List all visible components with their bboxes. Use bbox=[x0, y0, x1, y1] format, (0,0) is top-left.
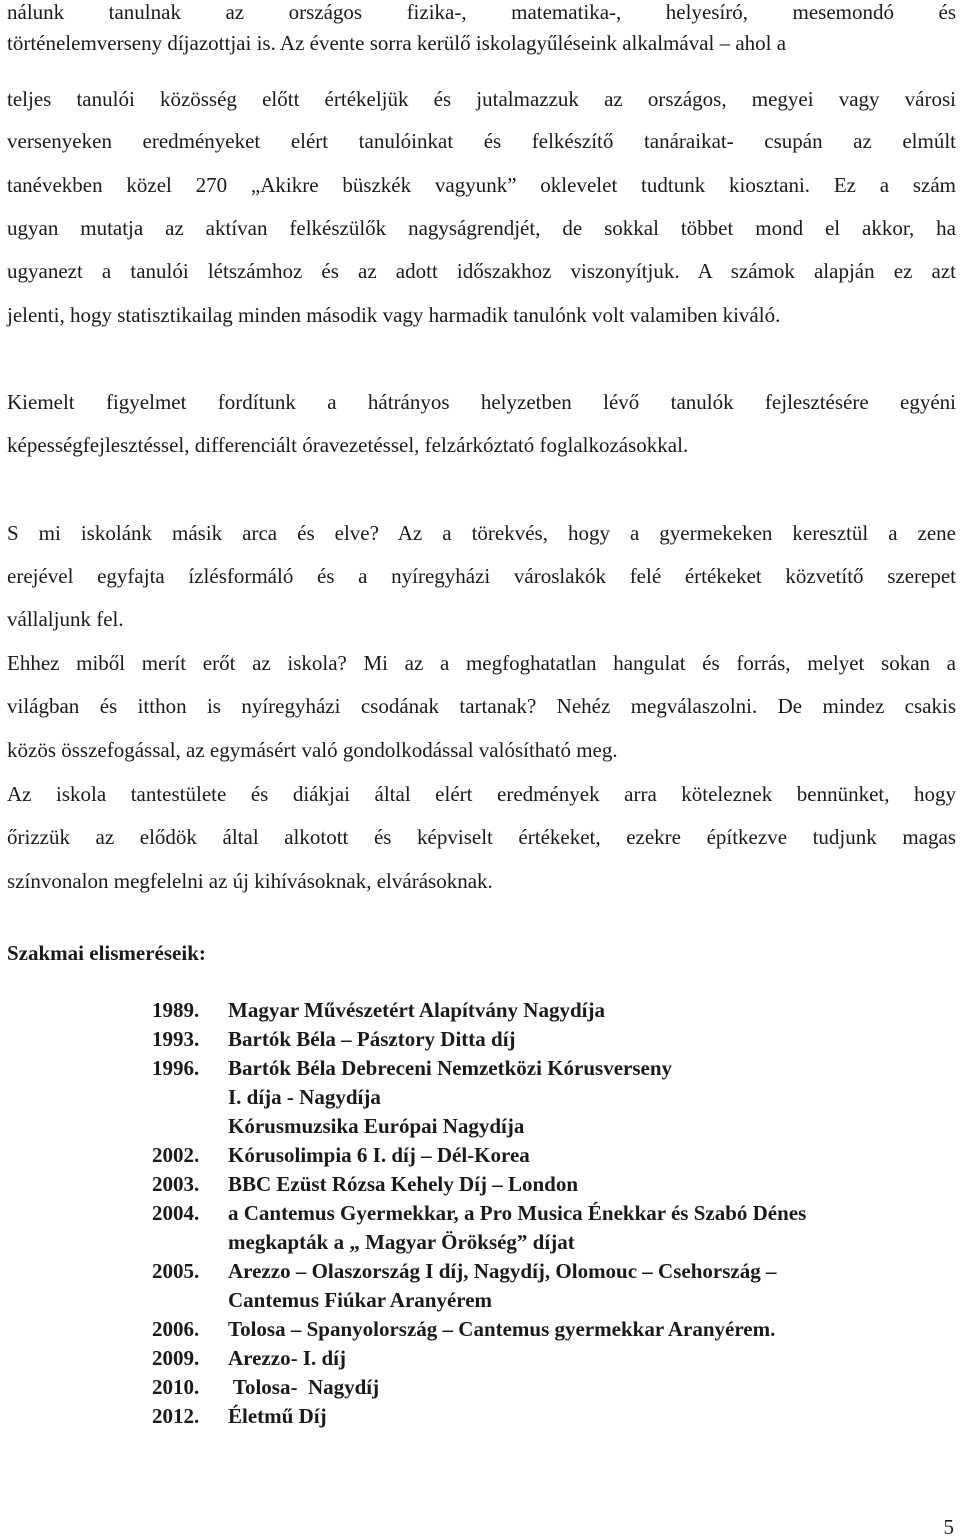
award-text: Életmű Díj bbox=[228, 1404, 327, 1428]
award-text-continued: Kórusmuzsika Európai Nagydíja bbox=[228, 1114, 525, 1138]
award-item bbox=[152, 1346, 346, 1370]
text-line: ugyan mutatja az aktívan felkészülők nagyságrendjét, de sokkal többet mond el akkor, ha bbox=[7, 216, 956, 240]
text-line: vállaljunk fel. bbox=[7, 607, 124, 631]
text-line: Ehhez miből merít erőt az iskola? Mi az a megfoghatatlan hangulat és forrás, melyet sokan a bbox=[7, 651, 956, 675]
text-line: S mi iskolánk másik arca és elve? Az a törekvés, hogy a gyermekeken keresztül a zene bbox=[7, 521, 956, 545]
award-year: 2012. bbox=[152, 1404, 200, 1428]
award-item bbox=[152, 1404, 327, 1428]
award-text: Tolosa- Nagydíj bbox=[228, 1375, 380, 1399]
text-line: erejével egyfajta ízlésformáló és a nyíregyházi városlakók felé értékeket közvetítő szerepet bbox=[7, 564, 956, 588]
text-line: tanévekben közel 270 „Akikre büszkék vagyunk” oklevelet tudtunk kiosztani. Ez a szám bbox=[7, 173, 956, 197]
text-line: képességfejlesztéssel, differenciált óravezetéssel, felzárkóztató foglalkozásokkal. bbox=[7, 433, 689, 457]
award-text: Magyar Művészetért Alapítvány Nagydíja bbox=[228, 998, 605, 1022]
award-item bbox=[152, 998, 605, 1022]
award-text: a Cantemus Gyermekkar, a Pro Musica Énekkar és Szabó Dénes bbox=[228, 1201, 807, 1225]
page-number: 5 bbox=[943, 1515, 954, 1539]
award-text: Tolosa – Spanyolország – Cantemus gyermekkar Aranyérem. bbox=[228, 1317, 776, 1341]
award-text: Kórusolimpia 6 I. díj – Dél-Korea bbox=[228, 1143, 530, 1167]
text-line: színvonalon megfelelni az új kihívásoknak, elvárásoknak. bbox=[7, 869, 493, 893]
text-line: Kiemelt figyelmet fordítunk a hátrányos helyzetben lévő tanulók fejlesztésére egyéni bbox=[7, 390, 956, 414]
text-line: őrizzük az elődök által alkotott és képviselt értékeket, ezekre építkezve tudjunk magas bbox=[7, 825, 956, 849]
award-text: BBC Ezüst Rózsa Kehely Díj – London bbox=[228, 1172, 579, 1196]
award-year: 1989. bbox=[152, 998, 200, 1022]
award-year: 2006. bbox=[152, 1317, 200, 1341]
award-item bbox=[152, 1317, 775, 1341]
award-year: 2003. bbox=[152, 1172, 200, 1196]
award-item bbox=[152, 1143, 530, 1167]
text-line: világban és itthon is nyíregyházi csodának tartanak? Nehéz megválaszolni. De mindez csakis bbox=[7, 694, 956, 718]
award-year: 1993. bbox=[152, 1027, 200, 1051]
award-text: Arezzo – Olaszország I díj, Nagydíj, Olomouc – Csehország – bbox=[228, 1259, 777, 1283]
award-year: 2005. bbox=[152, 1259, 200, 1283]
text-line: nálunk tanulnak az országos fizika-, matematika-, helyesíró, mesemondó és bbox=[7, 0, 956, 24]
award-item bbox=[152, 1375, 379, 1399]
award-year: 2002. bbox=[152, 1143, 200, 1167]
award-year: 2010. bbox=[152, 1375, 200, 1399]
text-line: versenyeken eredményeket elért tanulóinkat és felkészítő tanáraikat- csupán az elmúlt bbox=[7, 129, 956, 153]
text-line: teljes tanulói közösség előtt értékeljük és jutalmazzuk az országos, megyei vagy városi bbox=[7, 87, 956, 111]
award-text-continued: megkapták a „ Magyar Örökség” díjat bbox=[228, 1230, 575, 1254]
award-year: 1996. bbox=[152, 1056, 200, 1080]
award-text: Bartók Béla Debreceni Nemzetközi Kórusverseny bbox=[228, 1056, 673, 1080]
award-year: 2009. bbox=[152, 1346, 200, 1370]
text-line: Az iskola tantestülete és diákjai által elért eredmények arra köteleznek bennünket, hogy bbox=[7, 782, 956, 806]
award-item bbox=[152, 1259, 776, 1283]
text-line: történelemverseny díjazottjai is. Az évente sorra kerülő iskolagyűléseink alkalmával – ahol a bbox=[7, 31, 787, 55]
award-text-continued: Cantemus Fiúkar Aranyérem bbox=[228, 1288, 493, 1312]
text-line: ugyanezt a tanulói létszámhoz és az adott időszakhoz viszonyítjuk. A számok alapján ez azt bbox=[7, 259, 956, 283]
text-line: közös összefogással, az egymásért való gondolkodással valósítható meg. bbox=[7, 738, 618, 762]
award-year: 2004. bbox=[152, 1201, 200, 1225]
award-item bbox=[152, 1201, 806, 1225]
award-text-continued: I. díja - Nagydíja bbox=[228, 1085, 381, 1109]
award-item bbox=[152, 1027, 516, 1051]
section-heading: Szakmai elismeréseik: bbox=[7, 941, 206, 965]
award-item bbox=[152, 1056, 672, 1080]
award-item bbox=[152, 1172, 578, 1196]
award-text: Bartók Béla – Pásztory Ditta díj bbox=[228, 1027, 516, 1051]
text-line: jelenti, hogy statisztikailag minden második vagy harmadik tanulónk volt valamiben kiváló. bbox=[7, 303, 781, 327]
award-text: Arezzo- I. díj bbox=[228, 1346, 346, 1370]
